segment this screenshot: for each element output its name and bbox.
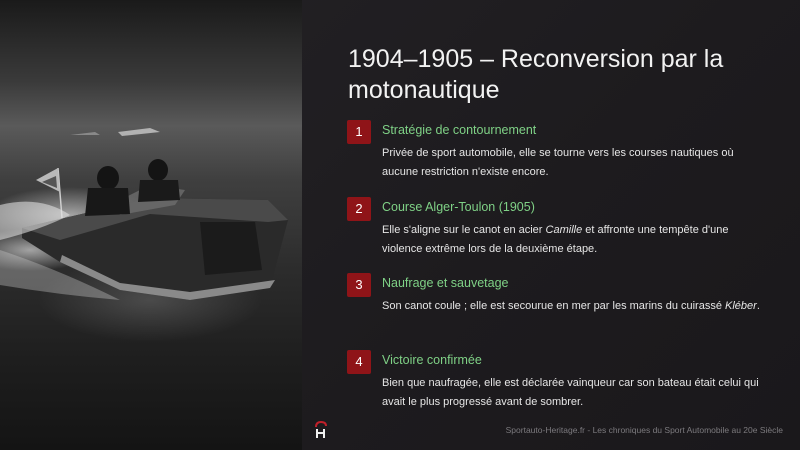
item-title: Naufrage et sauvetage: [382, 276, 509, 290]
item-text: Privée de sport automobile, elle se tourne vers les courses nautiques où aucune restriction n'existe encore.: [382, 147, 734, 178]
item-title: Course Alger-Toulon (1905): [382, 200, 535, 214]
footer-text: Sportauto-Heritage.fr - Les chroniques du Sport Automobile au 20e Siècle: [505, 425, 783, 435]
number-badge: 4: [347, 350, 371, 374]
item-text: Son canot coule ; elle est secourue en mer par les marins du cuirassé Kléber.: [382, 300, 760, 312]
number-badge: 2: [347, 197, 371, 221]
item-title: Victoire confirmée: [382, 353, 482, 367]
item-title: Stratégie de contournement: [382, 123, 537, 137]
number-badge: 3: [347, 273, 371, 297]
slide-title: 1904–1905 – Reconversion par la motonautique: [348, 45, 724, 104]
item-text: Bien que naufragée, elle est déclarée vainqueur car son bateau était celui qui avait le plus progressé avant de sombrer.: [382, 377, 759, 408]
motorboat-photo: [0, 0, 302, 450]
number-badge: 1: [347, 120, 371, 144]
ship-name: Kléber: [725, 300, 757, 312]
boat-name: Camille: [545, 224, 583, 236]
item-text: Elle s'aligne sur le canot en acier Camille et affronte une tempête d'une violence extrême lors de la deuxième étape.: [382, 224, 729, 255]
sh-monogram-icon: [313, 421, 329, 439]
